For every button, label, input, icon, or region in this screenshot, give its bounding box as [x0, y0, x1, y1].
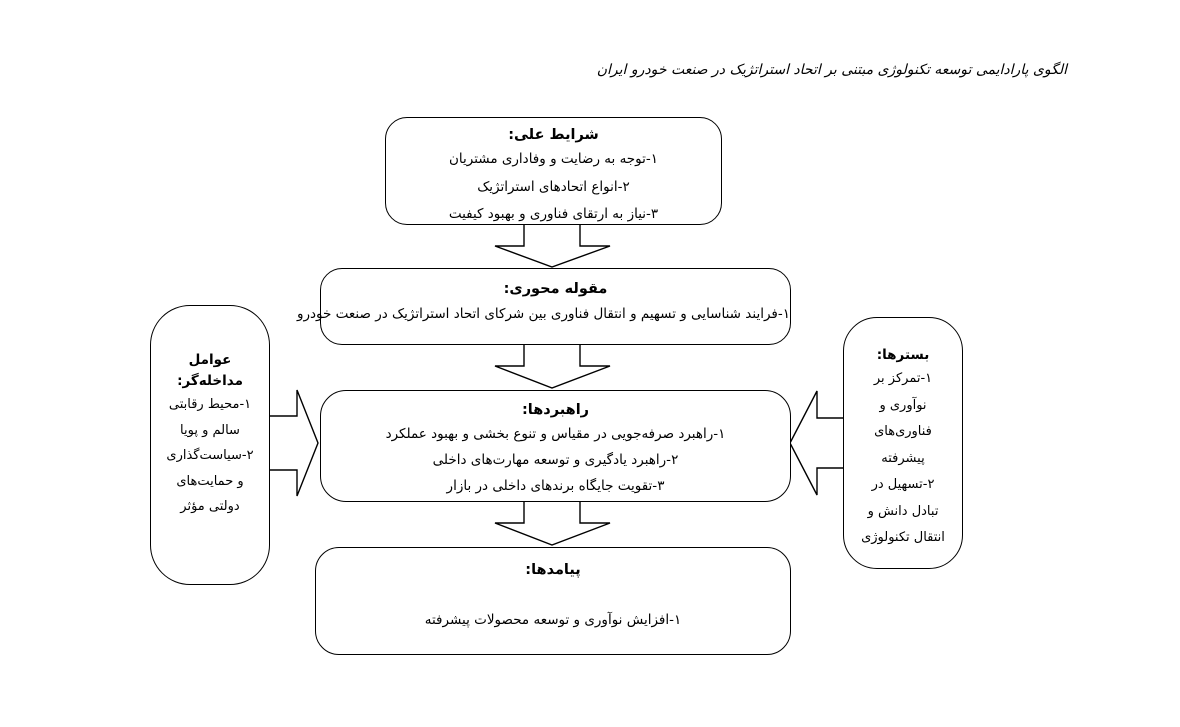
box-line: سالم و پویا [180, 422, 240, 438]
box-line: ۲-سیاست‌گذاری [166, 448, 254, 463]
contexts-items [848, 366, 958, 552]
strategies-title: راهبردها: [521, 402, 590, 418]
page-title: الگوی پارادایمی توسعه تکنولوژی مبتنی بر اتحاد استراتژیک در صنعت خودرو ایران [596, 62, 1067, 78]
box-intervening-factors [150, 305, 270, 585]
box-line: نوآوری و [879, 397, 927, 413]
intervening-factors-items [155, 392, 265, 520]
box-line: انتقال تکنولوژی [861, 530, 945, 545]
box-strategies [320, 390, 791, 502]
box-line: تبادل دانش و [867, 503, 939, 519]
contexts-title: بسترها: [876, 347, 930, 363]
causal-conditions-title: شرایط علی: [508, 127, 599, 143]
core-category-items [296, 300, 790, 329]
box-line: ۲-انواع اتحادهای استراتژیک [477, 178, 630, 195]
box-line: ۱-تمرکز بر [873, 371, 933, 386]
arrow-intervening-to-strategies-icon [269, 390, 318, 496]
box-line: پیشرفته [881, 450, 925, 466]
box-consequences [315, 547, 791, 655]
intervening-factors-title: عوامل مداخله‌گر: [177, 352, 243, 389]
box-line: و حمایت‌های [176, 473, 244, 489]
arrow-strategies-to-consequences-icon [495, 501, 610, 545]
box-line: ۲-تسهیل در [871, 477, 935, 492]
box-line: دولتی مؤثر [180, 499, 240, 514]
box-line: ۱-راهبرد صرفه‌جویی در مقیاس و تنوع بخشی و بهبود عملکرد [385, 426, 726, 442]
box-core-category [296, 268, 791, 345]
box-line: ۳-نیاز به ارتقای فناوری و بهبود کیفیت [448, 206, 659, 222]
arrow-causal-to-core-icon [495, 224, 610, 267]
consequences-title: پیامدها: [525, 562, 581, 578]
box-line: ۱-محیط رقابتی [168, 397, 252, 412]
box-line: فناوری‌های [874, 424, 932, 439]
strategies-items [321, 421, 790, 499]
causal-conditions-items [386, 146, 721, 229]
box-line: ۳-تقویت جایگاه برندهای داخلی در بازار [446, 478, 665, 494]
box-line: ۱-فرایند شناسایی و تسهیم و انتقال فناوری بین شرکای اتحاد استراتژیک در صنعت خودرو [296, 306, 790, 322]
box-line: ۱-افزایش نوآوری و توسعه محصولات پیشرفته [424, 612, 682, 628]
box-line: ۱-توجه به رضایت و وفاداری مشتریان [448, 151, 659, 167]
arrow-core-to-strategies-icon [495, 344, 610, 388]
box-line: ۲-راهبرد یادگیری و توسعه مهارت‌های داخلی [432, 452, 679, 468]
arrow-context-to-strategies-icon [790, 391, 844, 495]
core-category-title: مقوله محوری: [503, 281, 608, 297]
box-contexts [843, 317, 963, 569]
consequences-items [316, 607, 790, 633]
box-causal-conditions [385, 117, 722, 225]
